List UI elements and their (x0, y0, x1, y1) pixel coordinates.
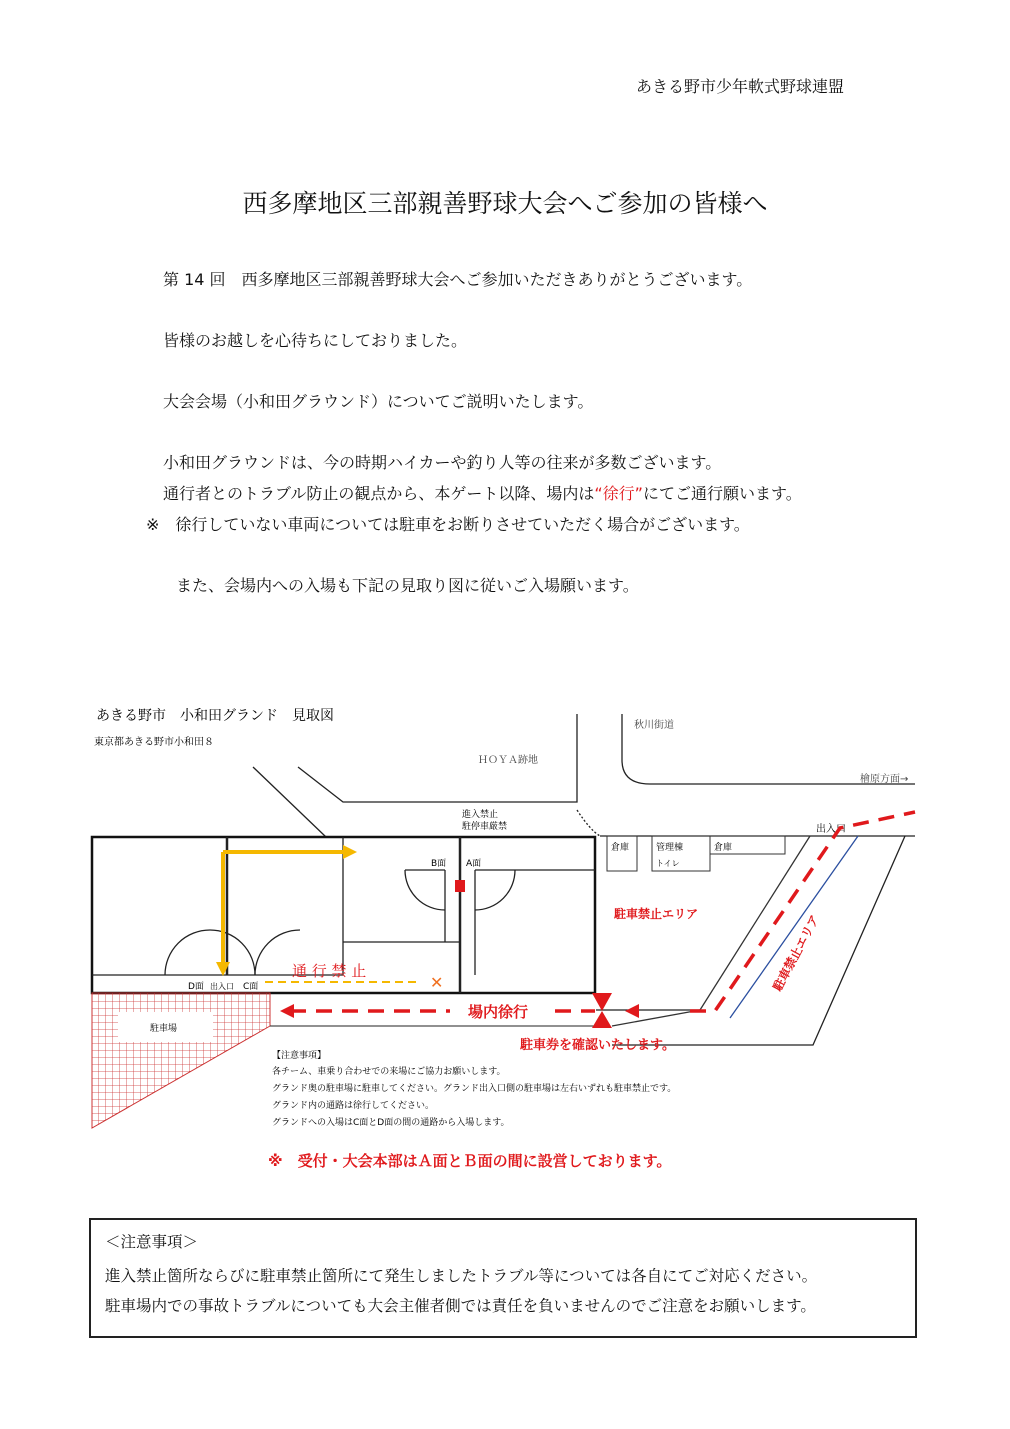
hinohara-label: 檜原方面→ (860, 774, 909, 785)
ticket-check-label: 駐車券を確認いたします。 (520, 1038, 675, 1053)
office-label: 管理棟 (656, 843, 684, 853)
field-a-label: A面 (466, 859, 482, 869)
entrance-label: 出入口 (816, 824, 846, 835)
field-d-label: D面 (188, 982, 204, 992)
no-parking-label: 駐車禁止エリア (614, 907, 699, 921)
akigawa-label: 秋川街道 (634, 720, 674, 731)
buildings (607, 836, 785, 871)
map-address: 東京都あきる野市小和田８ (94, 737, 214, 748)
field-c-label: C面 (243, 982, 259, 992)
caution-line: 駐車場内での事故トラブルについても大会主催者側では責任を負いませんのでご注意をお願いします。 (105, 1297, 816, 1315)
organization-name: あきる野市少年軟式野球連盟 (636, 77, 845, 96)
body-line: また、会場内への入場も下記の見取り図に従いご入場願います。 (176, 576, 639, 595)
text: 通行者とのトラブル防止の観点から、本ゲート以降、場内は (163, 484, 595, 503)
no-parking-label: 駐車禁止エリア (770, 912, 823, 994)
no-passage-label: 通 行 禁 止 (292, 962, 367, 980)
warehouse-label: 倉庫 (611, 843, 630, 853)
cd-entrance-label: 出入口 (210, 982, 234, 991)
hoya-label: ＨＯＹＡ跡地 (478, 755, 538, 766)
notes-title: 【注意事項】 (272, 1051, 327, 1061)
arrow-left-icon (280, 1004, 294, 1018)
parking-label: 駐車場 (150, 1024, 178, 1034)
field-b-label: B面 (431, 859, 447, 869)
body-line: 小和田グラウンドは、今の時期ハイカーや釣り人等の往来が多数ございます。 (163, 453, 722, 472)
warehouse-label: 倉庫 (714, 843, 733, 853)
page-title: 西多摩地区三部親善野球大会へご参加の皆様へ (242, 189, 768, 218)
emphasis-slow: “徐行” (594, 484, 643, 503)
hq-marker (455, 880, 465, 892)
no-stopping-label: 駐停車厳禁 (462, 822, 508, 832)
roads (253, 714, 915, 1045)
blocked-x-icon: ✕ (430, 973, 444, 992)
body-line: 大会会場（小和田グラウンド）についてご説明いたします。 (163, 392, 594, 411)
hq-note: ※ 受付・大会本部はＡ面とＢ面の間に設営しております。 (268, 1152, 672, 1170)
caution-line: 進入禁止箇所ならびに駐車禁止箇所にて発生しましたトラブル等については各自にてご対応ください。 (105, 1267, 818, 1285)
body-line: ※ 徐行していない車両については駐車をお断りさせていただく場合がございます。 (146, 515, 750, 534)
no-entry-label: 進入禁止 (462, 810, 499, 820)
map-title: あきる野市 小和田グランド 見取図 (96, 708, 334, 724)
body-line: 皆様のお越しを心待ちにしておりました。 (163, 331, 468, 350)
arrow-left-icon (625, 1004, 639, 1018)
caution-title: ＜注意事項＞ (105, 1233, 199, 1251)
note-item: グランド奥の駐車場に駐車してください。グランド出入口側の駐車場は左右いずれも駐車禁止です。 (272, 1084, 677, 1094)
toilet-label: トイレ (656, 859, 680, 868)
text: にてご通行願います。 (642, 484, 802, 503)
note-item: 各チーム、車乗り合わせでの来場にご協力お願いします。 (272, 1067, 506, 1077)
caution-box (89, 1218, 917, 1338)
note-item: グランドへの入場はC面とD面の間の通路から入場します。 (272, 1118, 510, 1128)
slow-label: 場内徐行 (468, 1003, 529, 1021)
body-line: 第 14 回 西多摩地区三部親善野球大会へご参加いただきありがとうございます。 (163, 270, 753, 289)
note-item: グランド内の通路は徐行してください。 (272, 1101, 435, 1111)
